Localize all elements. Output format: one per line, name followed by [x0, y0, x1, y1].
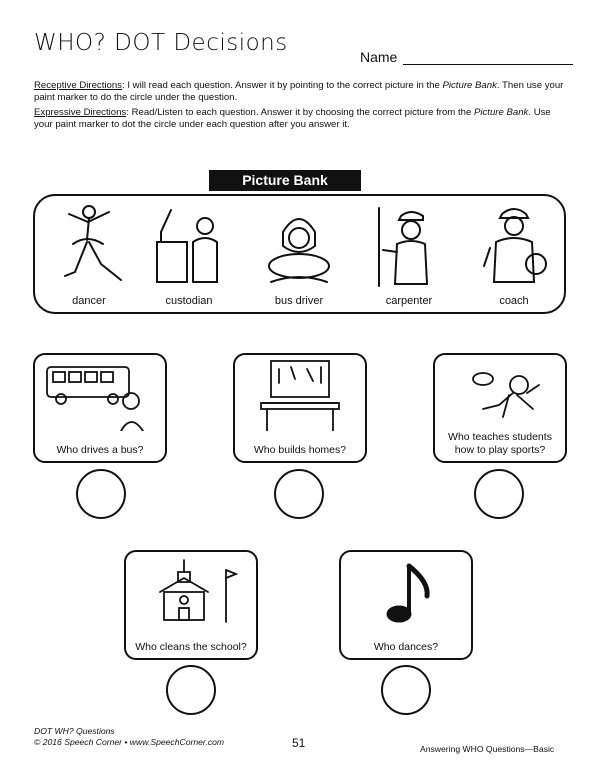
question-card[interactable]	[233, 353, 367, 463]
coach-icon	[476, 202, 552, 288]
bank-item-custodian[interactable]	[139, 196, 239, 314]
schoolhouse-icon	[134, 556, 248, 628]
question-text: Who cleans the school?	[135, 641, 247, 653]
name-input-line[interactable]	[403, 50, 573, 65]
workbench-icon	[243, 359, 357, 431]
expressive-directions	[34, 107, 569, 131]
footer-left	[34, 726, 224, 748]
bank-label: custodian	[165, 295, 213, 307]
football-player-icon	[443, 359, 557, 431]
expressive-em: Picture Bank	[473, 107, 529, 118]
bank-label: bus driver	[274, 295, 324, 307]
book-title: Answering WHO Questions—Basic	[420, 744, 555, 754]
answer-circle[interactable]	[474, 469, 524, 519]
receptive-directions	[34, 80, 569, 104]
directions	[34, 80, 569, 134]
page-number: 51	[292, 736, 306, 750]
series-title: DOT WH? Questions	[34, 726, 115, 736]
custodian-icon	[151, 202, 227, 288]
receptive-em: Picture Bank	[442, 80, 497, 91]
question-card[interactable]	[124, 550, 258, 660]
receptive-label: Receptive Directions	[34, 80, 122, 91]
page-title: WHO? DOT Decisions	[34, 30, 288, 56]
bank-label: carpenter	[385, 295, 433, 307]
expressive-label: Expressive Directions	[34, 107, 127, 118]
bus-driver-icon	[261, 202, 337, 288]
bus-icon	[43, 359, 157, 431]
bank-item-bus-driver[interactable]	[249, 196, 349, 314]
picture-bank	[33, 194, 566, 314]
copyright: © 2016 Speech Corner • www.SpeechCorner.com	[34, 737, 225, 747]
bank-item-coach[interactable]	[464, 196, 564, 314]
name-field-row	[360, 49, 573, 65]
answer-circle[interactable]	[166, 665, 216, 715]
dancer-icon	[51, 202, 127, 288]
question-card[interactable]	[33, 353, 167, 463]
expressive-text: : Read/Listen to each question. Answer it by choosing the correct picture from the	[126, 107, 474, 118]
question-text: Who drives a bus?	[56, 444, 144, 456]
bank-item-dancer[interactable]	[39, 196, 139, 314]
picture-bank-title: Picture Bank	[209, 170, 361, 191]
answer-circle[interactable]	[381, 665, 431, 715]
carpenter-icon	[371, 202, 447, 288]
music-note-icon	[349, 556, 463, 628]
answer-circle[interactable]	[274, 469, 324, 519]
question-card[interactable]	[339, 550, 473, 660]
receptive-text-end: . Then use your paint marker to do the circle under the question.	[34, 80, 564, 103]
question-text: Who builds homes?	[253, 444, 347, 456]
receptive-text: : I will read each question. Answer it by pointing to the correct picture in the	[121, 80, 443, 91]
expressive-text-end: . Use your paint marker to dot the circle under each question after you answer it.	[34, 107, 551, 130]
bank-label: coach	[499, 295, 529, 307]
question-text: Who teaches students how to play sports?	[448, 431, 552, 456]
bank-item-carpenter[interactable]	[359, 196, 459, 314]
bank-label: dancer	[72, 295, 106, 307]
question-card[interactable]	[433, 353, 567, 463]
answer-circle[interactable]	[76, 469, 126, 519]
question-text: Who dances?	[373, 641, 439, 653]
name-label: Name	[360, 49, 398, 65]
